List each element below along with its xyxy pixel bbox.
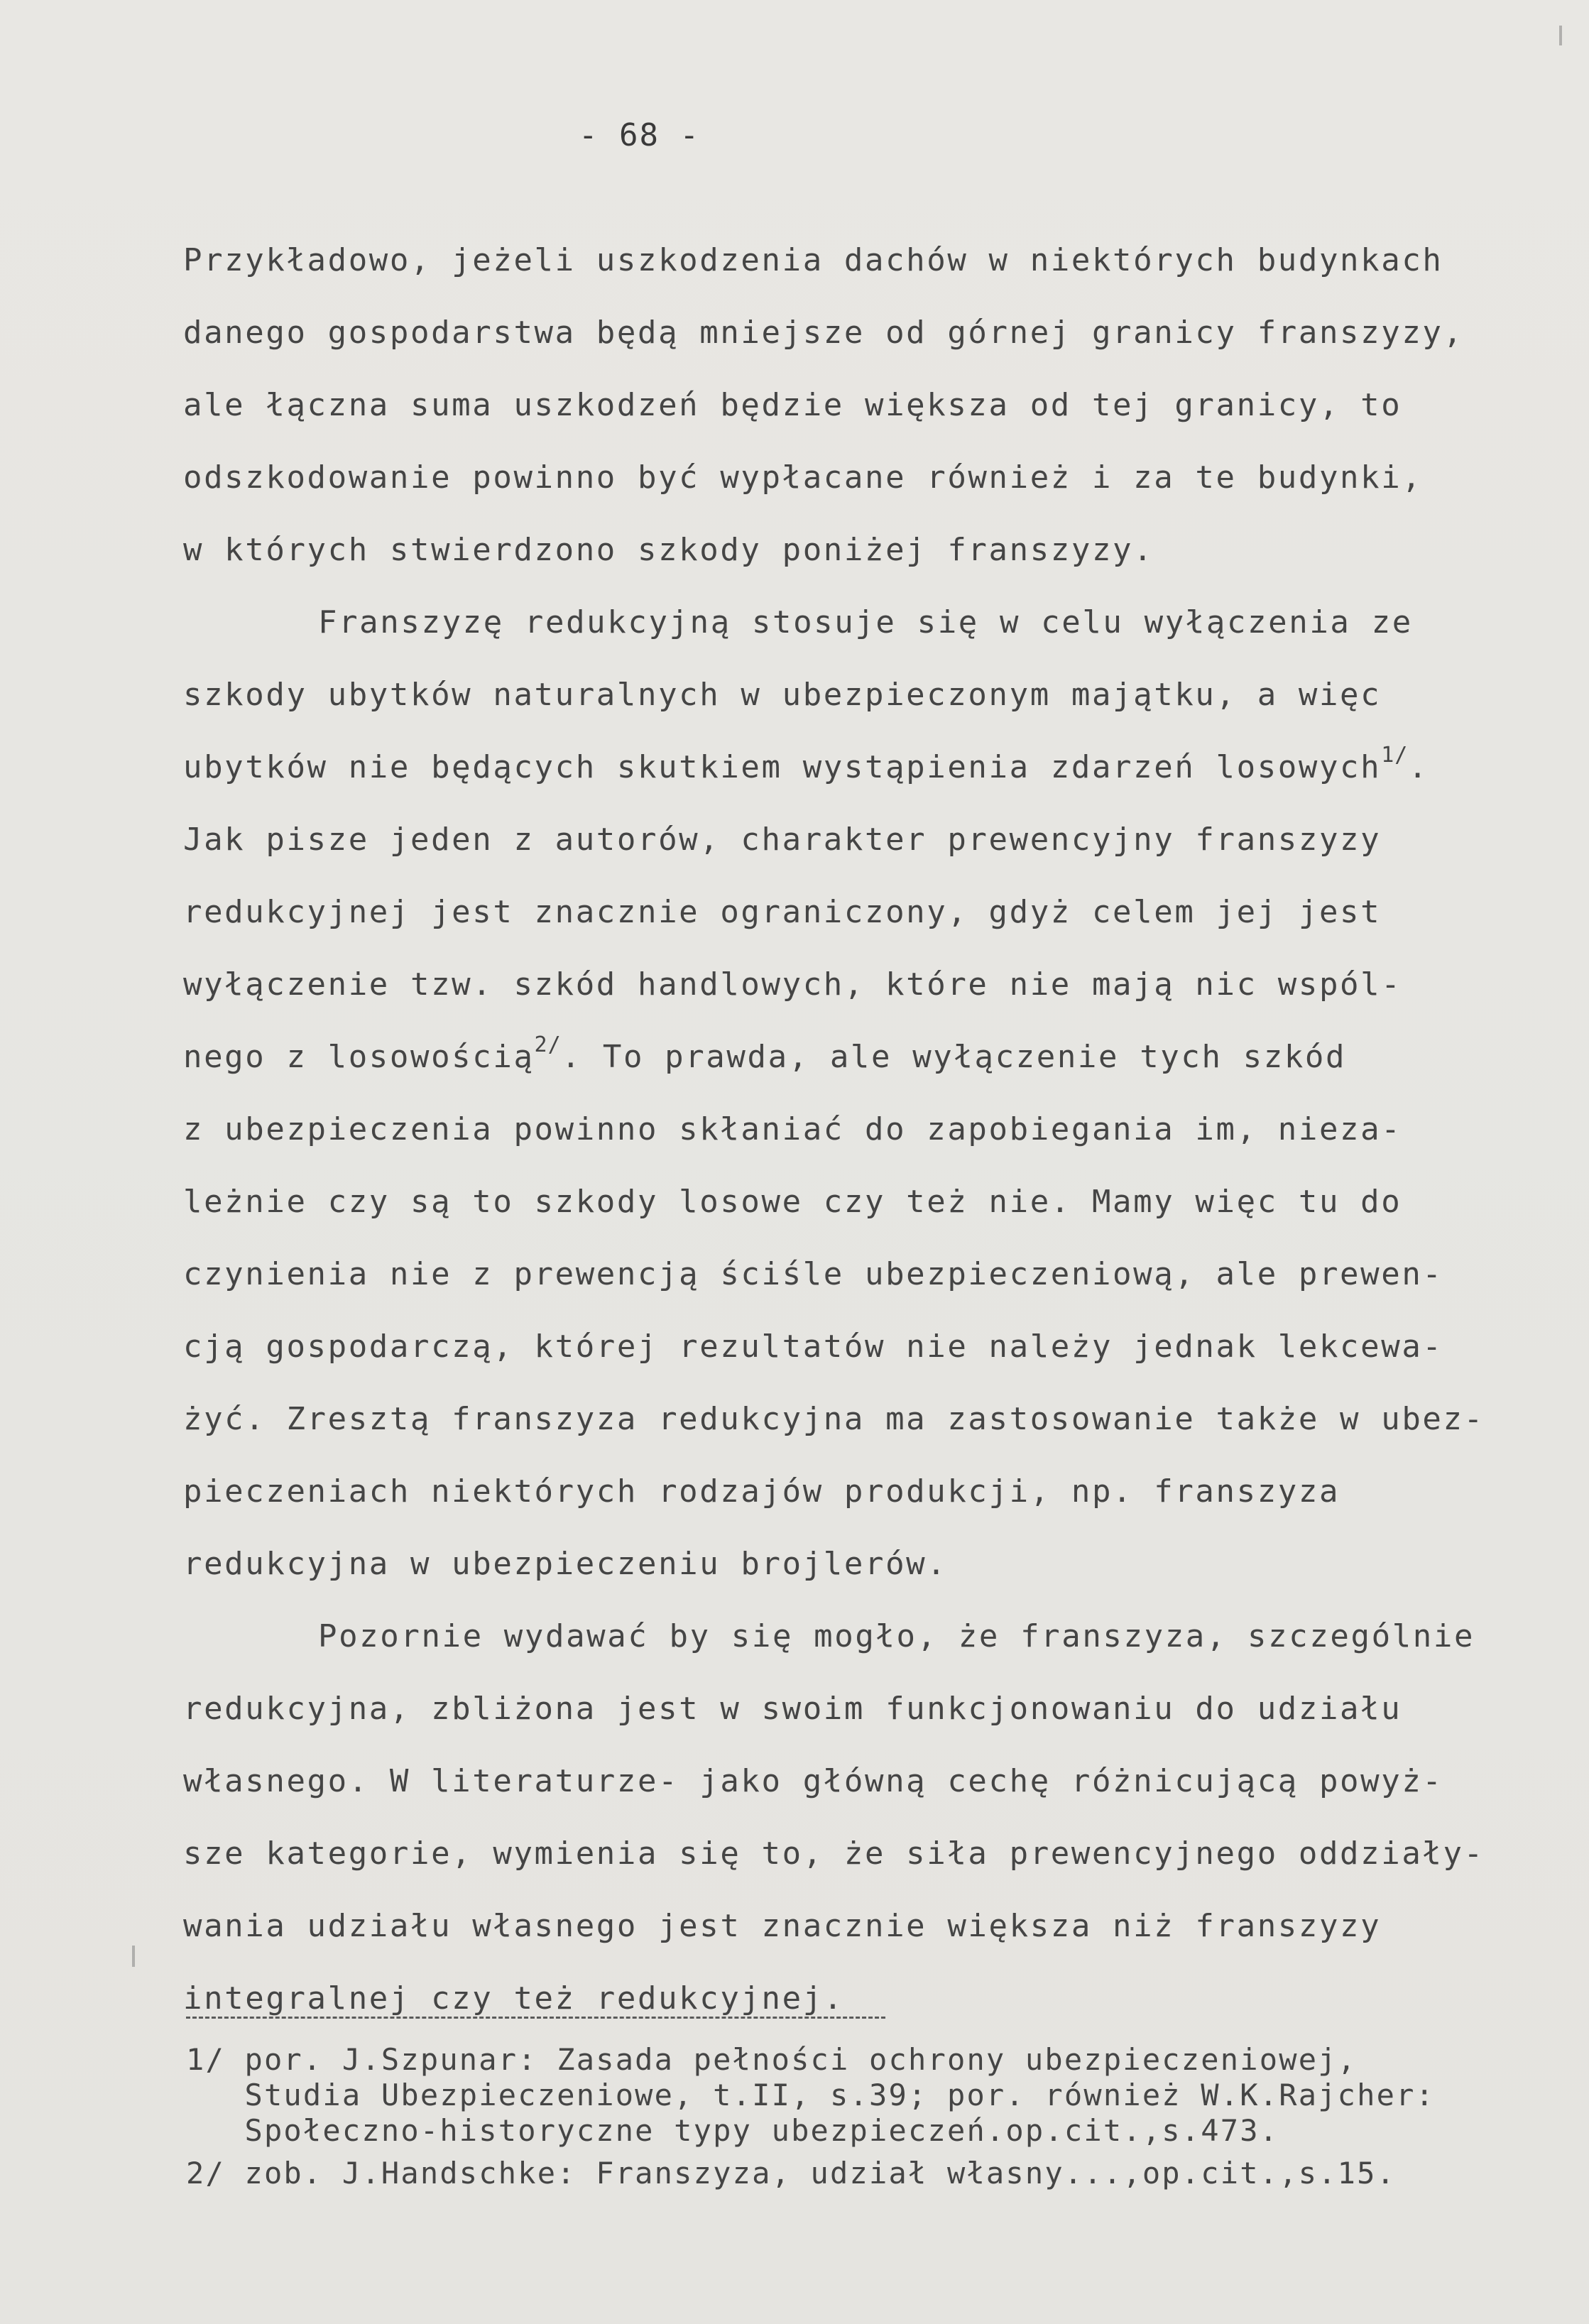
body-line	[183, 1980, 844, 2017]
footnote-line: 1/ por. J.Szpunar: Zasada pełności ochrony ubezpieczeniowej,	[186, 2042, 1358, 2077]
line-text: sze kategorie, wymienia się to, że siła prewencyjnego oddziały-	[183, 1835, 1485, 1872]
line-text: odszkodowanie powinno być wypłacane również i za te budynki,	[183, 459, 1423, 496]
footnote-line: 2/ zob. J.Handschke: Franszyza, udział własny...,op.cit.,s.15.	[186, 2156, 1397, 2191]
body-line	[183, 966, 1402, 1003]
line-text: ubytków nie będących skutkiem wystąpienia zdarzeń losowych	[183, 749, 1382, 785]
footnote-ref-1: 1/	[1381, 743, 1409, 768]
line-text: szkody ubytków naturalnych w ubezpieczonym majątku, a więc	[183, 677, 1382, 713]
body-line	[183, 1186, 1402, 1218]
body-line	[183, 1908, 1382, 1944]
line-text: integralnej czy też redukcyjnej.	[183, 1980, 844, 2017]
body-line	[183, 317, 1464, 349]
line-text: w których stwierdzono szkody poniżej franszyzy.	[183, 532, 1154, 568]
line-text: Przykładowo, jeżeli uszkodzenia dachów w niektórych budynkach	[183, 242, 1443, 278]
body-line	[183, 387, 1402, 423]
line-text: z ubezpieczenia powinno skłaniać do zapobiegania im, nieza-	[183, 1111, 1402, 1147]
footnote-separator	[186, 2017, 885, 2019]
body-line	[183, 1111, 1402, 1147]
line-text: nego z losowością	[183, 1039, 535, 1075]
body-line	[183, 1256, 1443, 1292]
scan-mark	[132, 1946, 135, 1967]
line-text: cją gospodarczą, której rezultatów nie należy jednak lekcewa-	[183, 1329, 1443, 1365]
page-number: - 68 -	[579, 117, 700, 153]
body-line	[183, 1401, 1485, 1437]
scan-mark	[1559, 26, 1562, 45]
body-line	[183, 1546, 948, 1582]
line-text: żyć. Zresztą franszyza redukcyjna ma zastosowanie także w ubez-	[183, 1401, 1485, 1437]
body-line	[183, 1032, 1347, 1075]
footnote-line: Studia Ubezpieczeniowe, t.II, s.39; por. również W.K.Rajcher:	[186, 2078, 1436, 2112]
footnote-line: Społeczno-historyczne typy ubezpieczeń.op.cit.,s.473.	[186, 2113, 1279, 2148]
body-line	[183, 1693, 1402, 1725]
body-line	[183, 242, 1443, 278]
line-text: ale łączna suma uszkodzeń będzie większa od tej granicy, to	[183, 387, 1402, 423]
line-text: Franszyzę redukcyjną stosuje się w celu wyłączenia ze	[318, 604, 1413, 640]
body-line	[183, 1763, 1443, 1799]
line-text: redukcyjnej jest znacznie ograniczony, gdyż celem jej jest	[183, 894, 1382, 930]
line-text: danego gospodarstwa będą mniejsze od górnej granicy franszyzy,	[183, 315, 1464, 351]
line-text: redukcyjna w ubezpieczeniu brojlerów.	[183, 1546, 948, 1582]
body-line	[183, 1835, 1485, 1872]
body-line	[183, 459, 1423, 496]
body-line	[318, 604, 1413, 640]
line-text-tail: . To prawda, ale wyłączenie tych szkód	[561, 1039, 1347, 1075]
body-line	[183, 1473, 1340, 1510]
body-line	[183, 824, 1381, 856]
line-text-tail: .	[1408, 749, 1429, 785]
line-text: własnego. W literaturze- jako główną cechę różnicującą powyż-	[183, 1763, 1443, 1799]
line-text: Pozornie wydawać by się mogło, że franszyza, szczególnie	[318, 1618, 1475, 1654]
body-line	[318, 1618, 1475, 1654]
line-text: wyłączenie tzw. szkód handlowych, które nie mają nic wspól-	[183, 966, 1402, 1003]
line-text: czynienia nie z prewencją ściśle ubezpieczeniową, ale prewen-	[183, 1256, 1443, 1292]
body-line	[183, 894, 1382, 930]
body-line	[183, 677, 1382, 713]
line-text: redukcyjna, zbliżona jest w swoim funkcjonowaniu do udziału	[183, 1691, 1402, 1727]
body-line	[183, 532, 1154, 568]
footnote-ref-2: 2/	[534, 1032, 562, 1057]
line-text: pieczeniach niektórych rodzajów produkcji, np. franszyza	[183, 1473, 1340, 1510]
body-line	[183, 1331, 1443, 1363]
line-text: wania udziału własnego jest znacznie większa niż franszyzy	[183, 1908, 1382, 1944]
line-text: Jak pisze jeden z autorów, charakter prewencyjny franszyzy	[183, 822, 1382, 858]
line-text: leżnie czy są to szkody losowe czy też nie. Mamy więc tu do	[183, 1184, 1402, 1220]
body-line	[183, 743, 1429, 785]
